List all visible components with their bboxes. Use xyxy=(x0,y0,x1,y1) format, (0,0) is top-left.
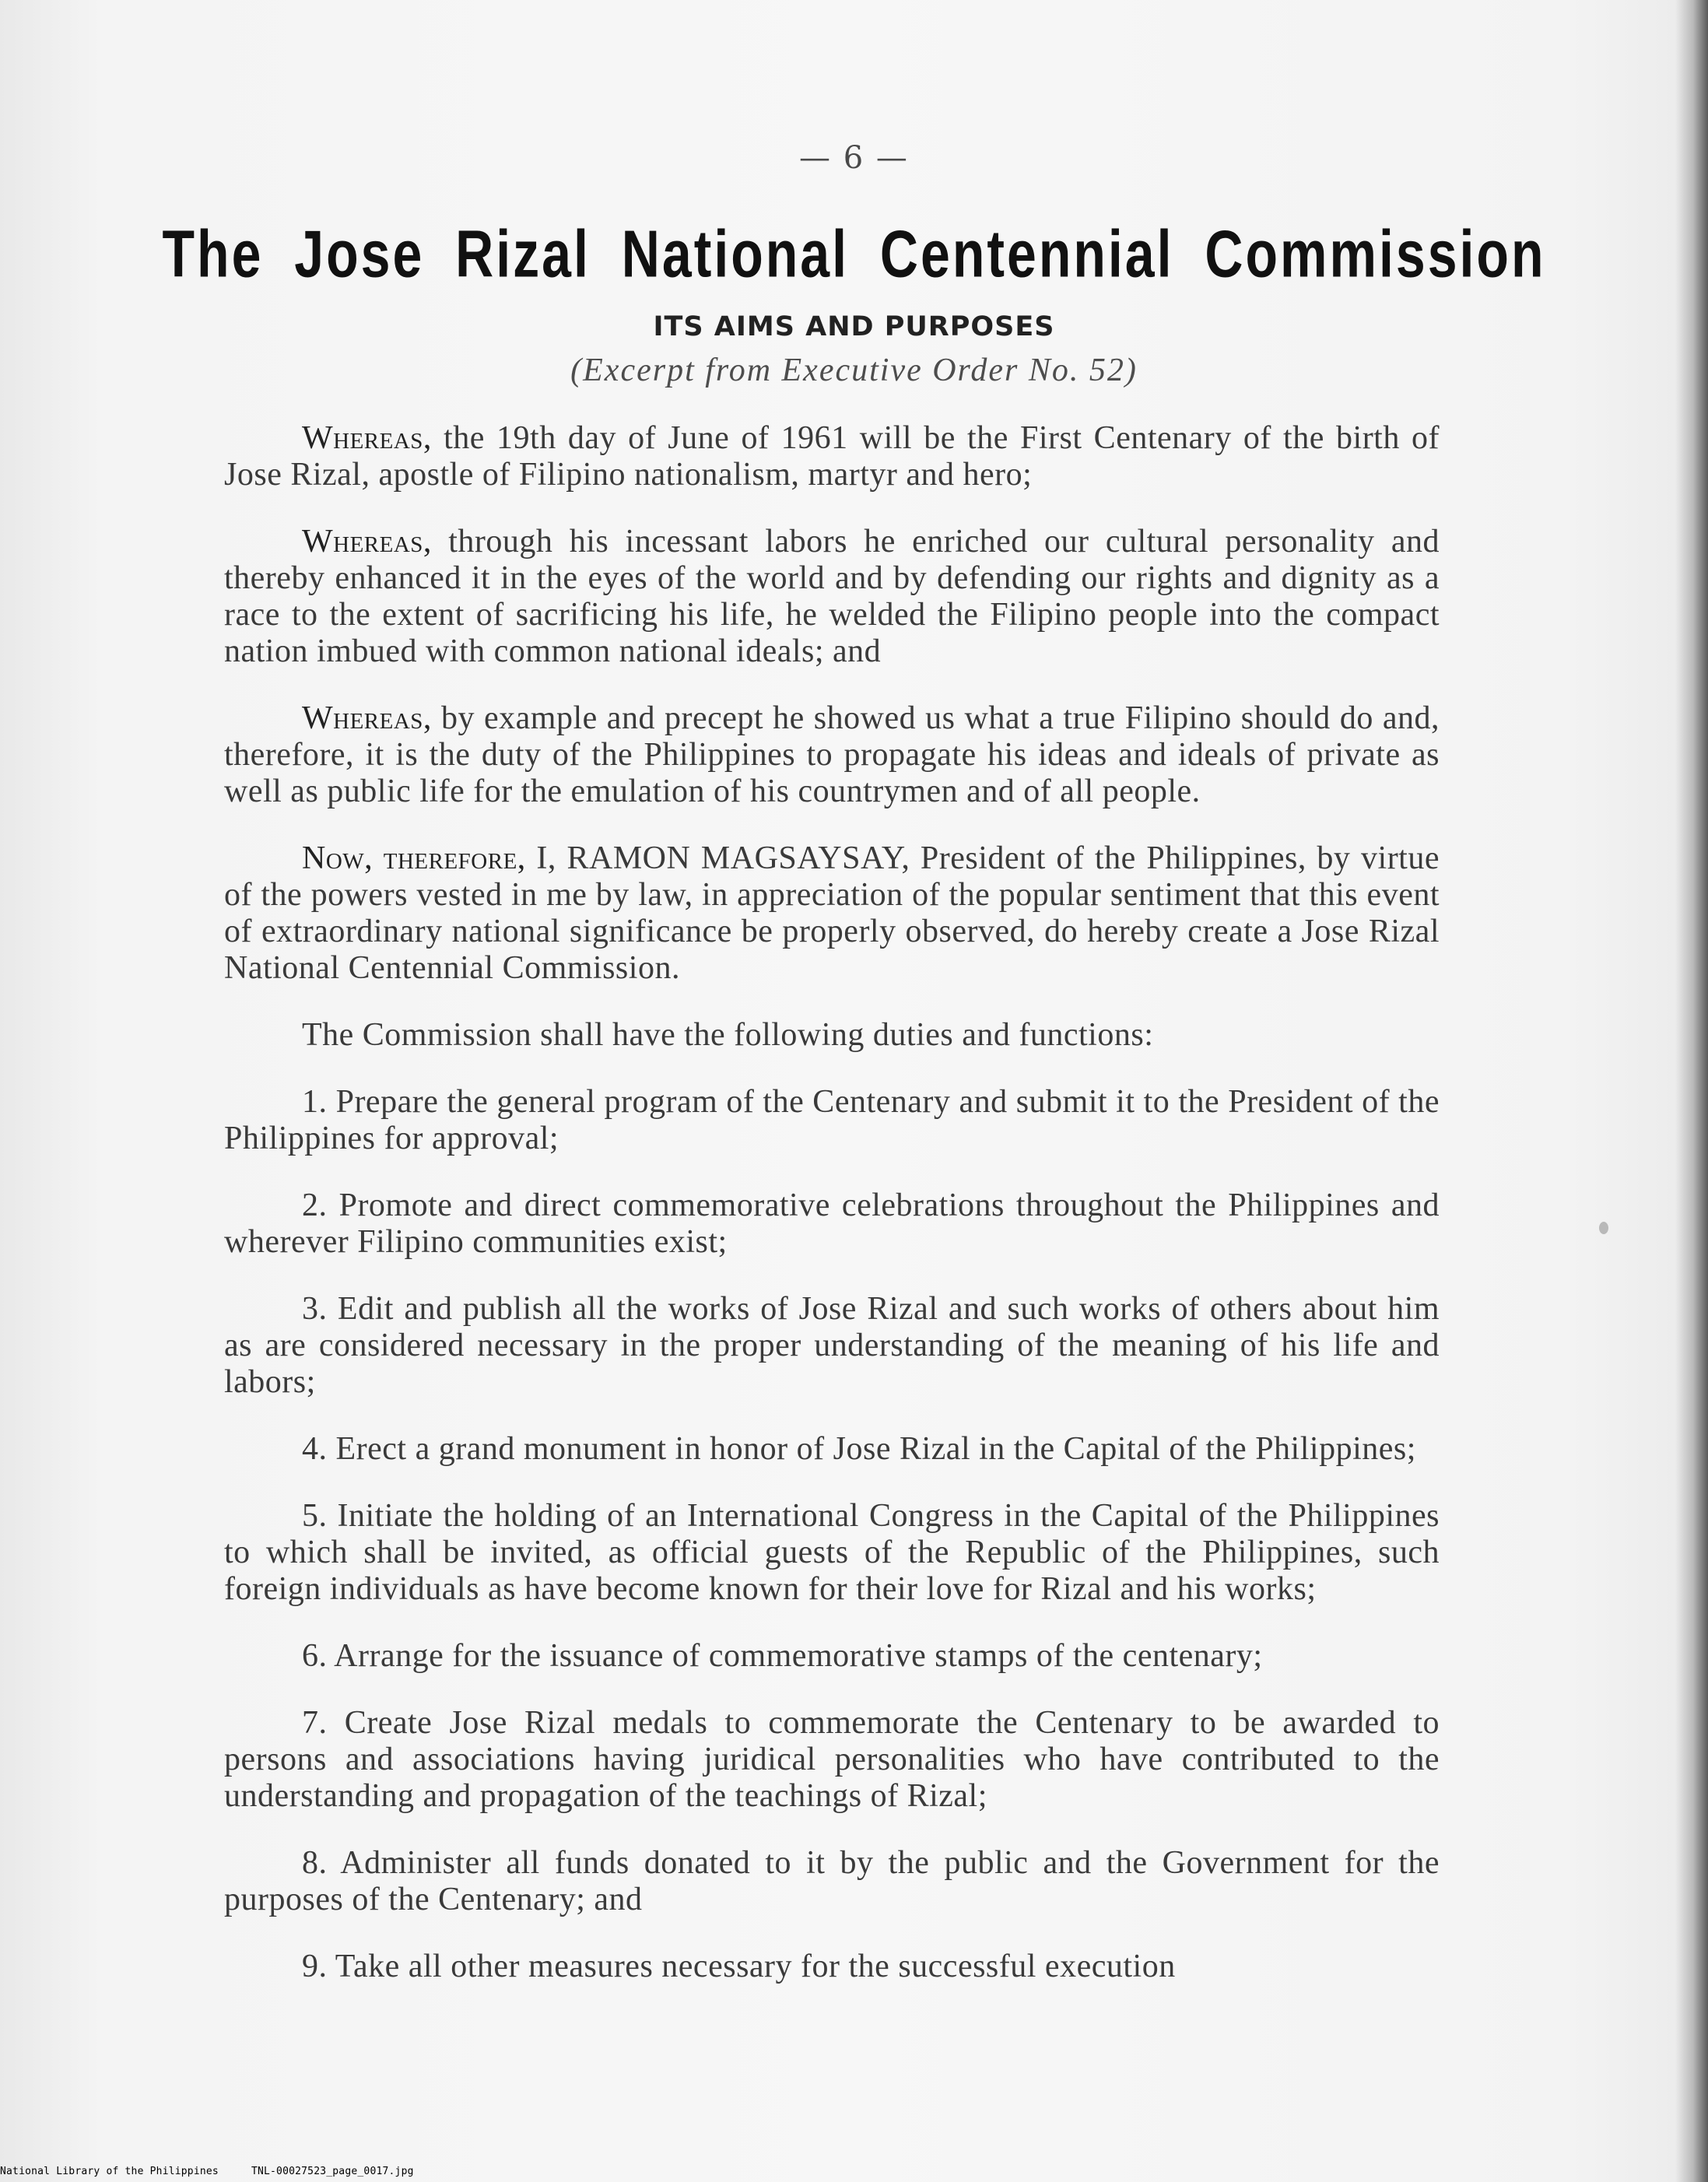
paragraph-text: 2. Promote and direct commemorative celebrations throughout the Philippines and wherever Filipino communities exist; xyxy=(224,1187,1440,1260)
duty-item-8 xyxy=(224,1845,1440,1918)
duty-item-2 xyxy=(224,1187,1440,1261)
scan-footer xyxy=(0,2166,414,2177)
paragraph-text: 8. Administer all funds donated to it by the public and the Government for the purposes of the Centenary; and xyxy=(224,1845,1440,1917)
dust-speck xyxy=(1599,1222,1608,1234)
paragraph-lead: Whereas, xyxy=(302,700,432,736)
excerpt-note: (Excerpt from Executive Order No. 52) xyxy=(570,353,1138,388)
paragraph-text: 1. Prepare the general program of the Centenary and submit it to the President of the Philippines for approval; xyxy=(224,1084,1440,1156)
paragraph-text: 5. Initiate the holding of an International Congress in the Capital of the Philippines to which shall be invited, as official guests of the Republic of the Philippines, such foreign individuals as have become known for their love for Rizal and his works; xyxy=(224,1498,1440,1607)
page-title: The Jose Rizal National Centennial Commission xyxy=(162,217,1546,292)
paragraph-duties-intro xyxy=(224,1017,1440,1054)
duty-item-6 xyxy=(224,1638,1440,1675)
paragraph-whereas-3 xyxy=(224,700,1440,810)
footer-library: National Library of the Philippines xyxy=(0,2166,219,2177)
paragraph-lead: Whereas, xyxy=(302,420,432,456)
page-subtitle: ITS AIMS AND PURPOSES xyxy=(653,311,1055,342)
duty-item-3 xyxy=(224,1291,1440,1401)
paragraph-text: by example and precept he showed us what a true Filipino should do and, therefore, it is the duty of the Philippines to propagate his ideas and ideals of private as well as public life for the emulation of his countrymen and of all people. xyxy=(224,700,1440,809)
paragraph-lead: Whereas, xyxy=(302,524,432,560)
paragraph-text: the 19th day of June of 1961 will be the First Centenary of the birth of Jose Rizal, apostle of Filipino nationalism, martyr and hero; xyxy=(224,420,1440,493)
paragraph-text: 6. Arrange for the issuance of commemorative stamps of the centenary; xyxy=(302,1638,1263,1674)
paragraph-text: The Commission shall have the following duties and functions: xyxy=(302,1017,1154,1053)
duty-item-1 xyxy=(224,1084,1440,1157)
paragraph-lead: Now, therefore, xyxy=(302,840,526,876)
duty-item-4 xyxy=(224,1431,1440,1468)
duty-item-5 xyxy=(224,1498,1440,1608)
paragraph-now-therefore xyxy=(224,840,1440,987)
paragraph-text: 3. Edit and publish all the works of Jose Rizal and such works of others about him as are considered necessary in the proper understanding of the meaning of his life and labors; xyxy=(224,1291,1440,1400)
paragraph-text: I, RAMON MAGSAYSAY, President of the Philippines, by virtue of the powers vested in me by law, in appreciation of the popular sentiment that this event of extraordinary national significance be properly observed, do hereby create a Jose Rizal National Centennial Commission. xyxy=(224,840,1440,986)
paragraph-whereas-2 xyxy=(224,524,1440,670)
paragraph-text: through his incessant labors he enriched our cultural personality and thereby enhanced it in the eyes of the world and by defending our rights and dignity as a race to the extent of sacrificing his life, he welded the Filipino people into the compact nation imbued with common national ideals; and xyxy=(224,524,1440,669)
footer-file: TNL-00027523_page_0017.jpg xyxy=(251,2166,414,2177)
page-number: — 6 — xyxy=(799,140,909,176)
paragraph-text: 4. Erect a grand monument in honor of Jose Rizal in the Capital of the Philippines; xyxy=(302,1431,1416,1467)
duty-item-9 xyxy=(224,1949,1440,1985)
paragraph-whereas-1 xyxy=(224,420,1440,493)
document-body xyxy=(224,420,1440,2015)
duty-item-7 xyxy=(224,1705,1440,1815)
paragraph-text: 7. Create Jose Rizal medals to commemorate the Centenary to be awarded to persons and associations having juridical personalities who have contributed to the understanding and propagation of the teachings of Rizal; xyxy=(224,1705,1440,1814)
paragraph-text: 9. Take all other measures necessary for the successful execution xyxy=(302,1949,1176,1984)
